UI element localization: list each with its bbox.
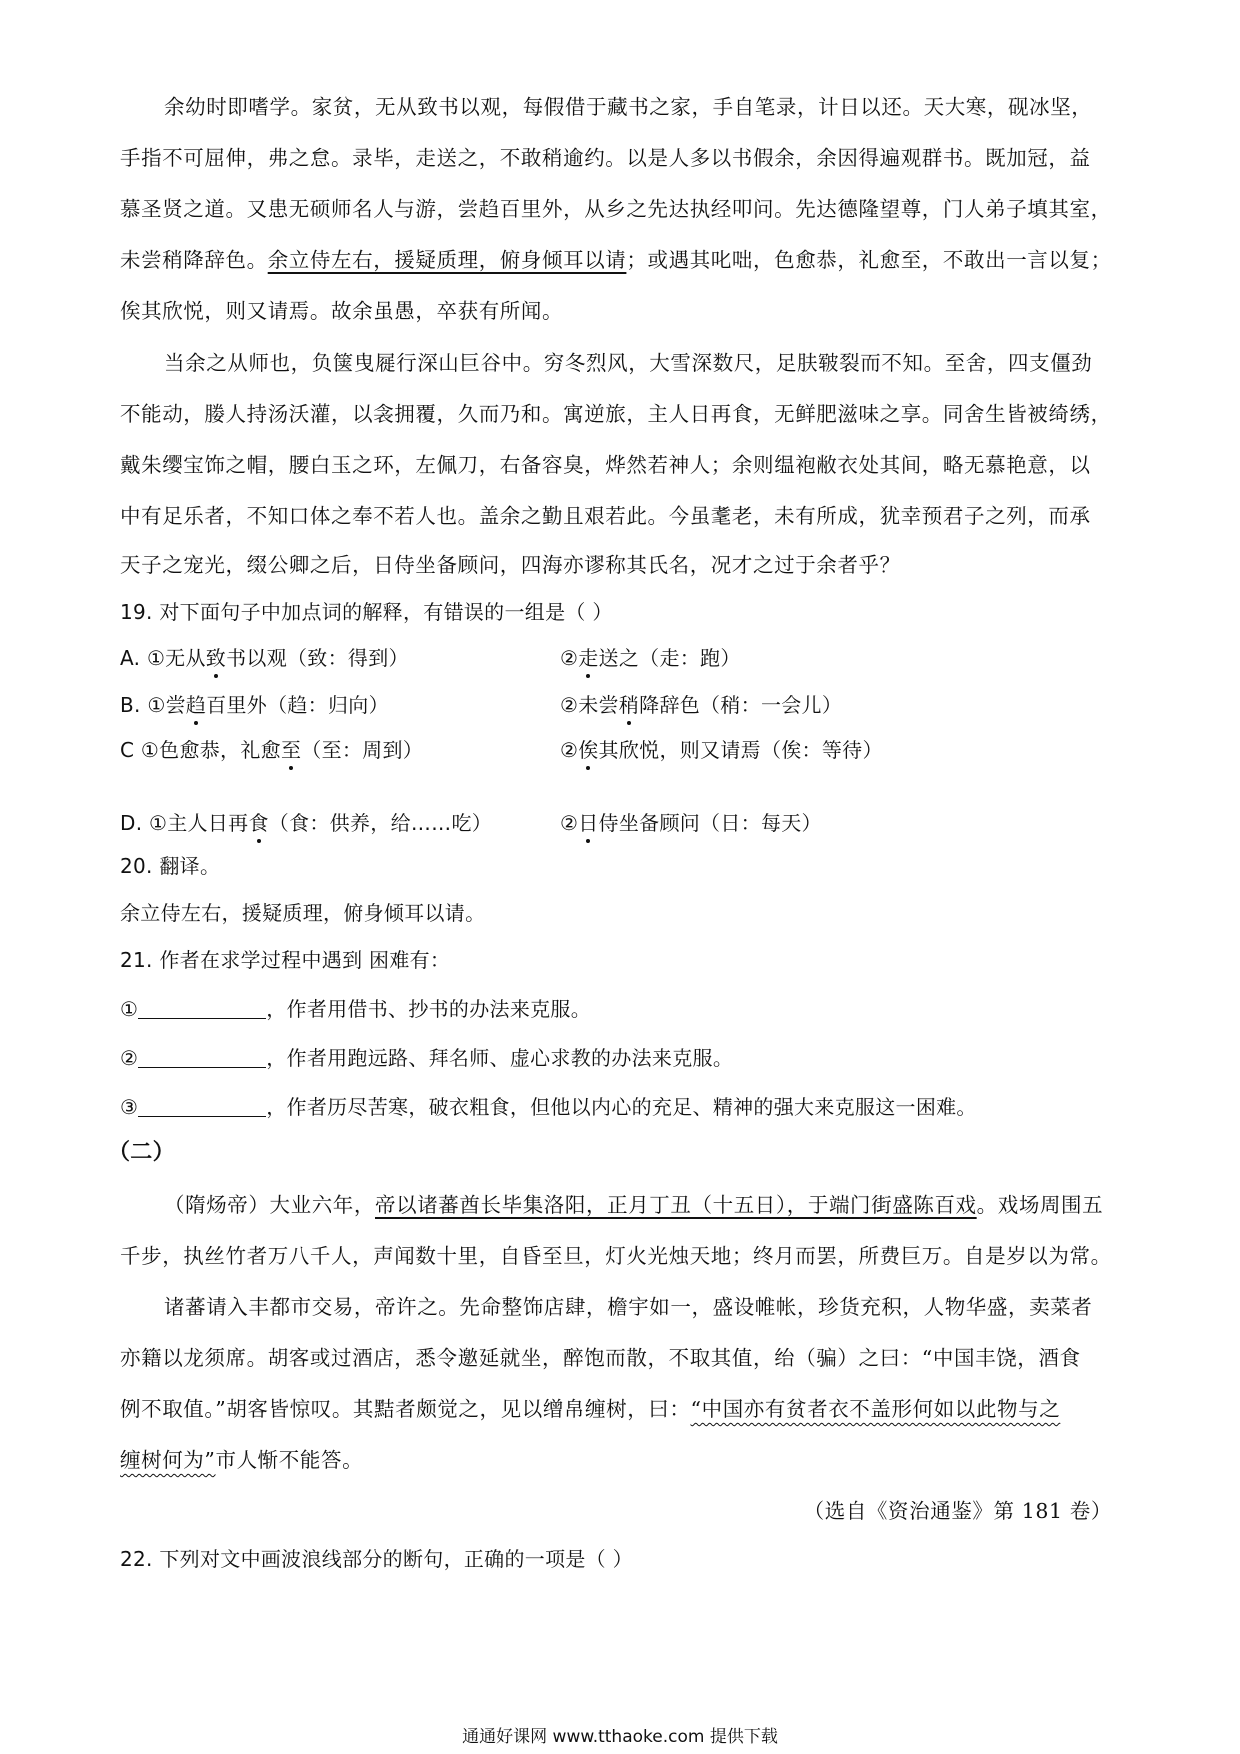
passage2-line	[164, 1190, 1184, 1220]
dotted-word: 俟	[578, 735, 598, 765]
answer-blank[interactable]	[138, 1045, 266, 1068]
passage2-text: 市人惭不能答。	[215, 1448, 364, 1472]
underlined-sentence: 余立侍左右，援疑质理，俯身倾耳以请	[267, 248, 627, 272]
dotted-word: 食	[248, 808, 268, 838]
dotted-word: 走	[578, 643, 598, 673]
passage1-line: 手指不可屈伸，弗之怠。录毕，走送之，不敢稍逾约。以是人多以书假余，余因得遍观群书。既加冠，益	[120, 146, 1091, 170]
answer-blank[interactable]	[138, 996, 266, 1019]
question-21-stem: 21. 作者在求学过程中遇到 困难有：	[120, 948, 451, 972]
passage1-line: 俟其欣悦，则又请焉。故余虽愚，卒获有所闻。	[120, 299, 564, 323]
option-text: 书以观（致：得到）	[226, 646, 409, 670]
passage2-line	[120, 1445, 1140, 1475]
option-text: 其欣悦，则又请焉（俟：等待）	[598, 738, 883, 762]
item-text: ，作者用跑远路、拜名师、虚心求教的办法来克服。	[266, 1046, 734, 1070]
dotted-word: 趋	[186, 690, 206, 720]
question-21-item	[120, 1092, 1140, 1122]
answer-blank[interactable]	[138, 1094, 266, 1117]
passage2-line: 亦籍以龙须席。胡客或过酒店，悉令邀延就坐，醉饱而散，不取其值，绐（骗）之曰：“中国丰饶，酒食	[120, 1346, 1081, 1370]
passage2-line: 诸蕃请入丰都市交易，帝许之。先命整饰店肆，檐宇如一，盛设帷帐，珍货充积，人物华盛，卖菜者	[164, 1295, 1093, 1319]
option-text: B. ①尝	[120, 693, 186, 717]
question-22-stem: 22. 下列对文中画波浪线部分的断句，正确的一项是（ ）	[120, 1547, 633, 1571]
option-text: 送之（走：跑）	[598, 646, 741, 670]
passage1-line: 不能动，媵人持汤沃灌，以衾拥覆，久而乃和。寓逆旅，主人日再食，无鲜肥滋味之享。同舍生皆被绮绣，	[120, 402, 1112, 426]
option-text: D. ①主人日再	[120, 811, 249, 835]
option-a[interactable]	[120, 643, 1140, 673]
passage1-line: 戴朱缨宝饰之帽，腰白玉之环，左佩刀，右备容臭，烨然若神人；余则缊袍敝衣处其间，略无慕艳意，以	[120, 453, 1091, 477]
option-text: （食：供养，给……吃）	[268, 811, 493, 835]
option-b[interactable]	[120, 690, 1140, 720]
passage1-line: 中有足乐者，不知口体之奉不若人也。盖余之勤且艰若此。今虽耄老，未有所成，犹幸预君子之列，而承	[120, 504, 1091, 528]
option-text: ②未尝	[560, 693, 619, 717]
question-19-stem: 19. 对下面句子中加点词的解释，有错误的一组是（ ）	[120, 600, 613, 624]
passage1-text: 未尝稍降辞色。	[120, 248, 268, 272]
item-number: ①	[120, 997, 139, 1021]
option-text: 百里外（趋：归向）	[206, 693, 389, 717]
option-text: ②	[560, 738, 579, 762]
option-text: （至：周到）	[301, 738, 424, 762]
question-20-sentence: 余立侍左右，援疑质理，俯身倾耳以请。	[120, 901, 486, 925]
option-text: ②	[560, 646, 579, 670]
item-text: ，作者历尽苦寒，破衣粗食，但他以内心的充足、精神的强大来克服这一困难。	[266, 1095, 977, 1119]
underlined-sentence: 帝以诸蕃酋长毕集洛阳，正月丁丑（十五日），于端门街盛陈百戏	[375, 1193, 977, 1217]
passage1-line: 余幼时即嗜学。家贫，无从致书以观，每假借于藏书之家，手自笔录，计日以还。天大寒，砚冰坚，	[164, 95, 1093, 119]
passage1-text: ；或遇其叱咄，色愈恭，礼愈至，不敢出一言以复；	[626, 248, 1112, 272]
dotted-word: 至	[281, 735, 301, 765]
dotted-word: 日	[578, 808, 598, 838]
question-20-stem: 20. 翻译。	[120, 854, 221, 878]
item-number: ③	[120, 1095, 139, 1119]
option-text: C ①色愈恭，礼愈	[120, 738, 281, 762]
option-c[interactable]	[120, 735, 1140, 765]
option-text: 侍坐备顾问（日：每天）	[598, 811, 822, 835]
page-footer: 通通好课网 www.tthaoke.com 提供下载	[462, 1727, 778, 1747]
passage2-text: 例不取值。”胡客皆惊叹。其黠者颇觉之，见以缯帛缠树，曰：	[120, 1397, 691, 1421]
dotted-word: 致	[206, 643, 226, 673]
passage1-line: 慕圣贤之道。又患无硕师名人与游，尝趋百里外，从乡之先达执经叩问。先达德隆望尊，门人弟子填其室，	[120, 197, 1112, 221]
passage2-line: 千步，执丝竹者万八千人，声闻数十里，自昏至旦，灯火光烛天地；终月而罢，所费巨万。自是岁以为常。	[120, 1244, 1112, 1268]
passage2-text: （隋炀帝）大业六年，	[164, 1193, 375, 1217]
section-heading: （二）	[108, 1140, 175, 1165]
option-d[interactable]	[120, 808, 1140, 838]
dotted-word: 稍	[619, 690, 639, 720]
item-text: ，作者用借书、抄书的办法来克服。	[266, 997, 592, 1021]
source-citation: （选自《资治通鉴》第 181 卷）	[803, 1499, 1112, 1523]
passage1-line: 天子之宠光，缀公卿之后，日侍坐备顾问，四海亦谬称其氏名，况才之过于余者乎？	[120, 553, 901, 577]
option-text: A. ①无从	[120, 646, 206, 670]
passage1-line	[120, 245, 1140, 275]
passage2-text: 。戏场周围五	[976, 1193, 1104, 1217]
question-21-item	[120, 1043, 1140, 1073]
passage1-line: 当余之从师也，负箧曳屣行深山巨谷中。穷冬烈风，大雪深数尺，足肤皲裂而不知。至舍，四支僵劲	[164, 351, 1093, 375]
item-number: ②	[120, 1046, 139, 1070]
wavy-underlined-text: “中国亦有贫者衣不盖形何如以此物与之	[690, 1397, 1061, 1421]
wavy-underlined-text: 缠树何为”	[120, 1448, 216, 1472]
option-text: ②	[560, 811, 579, 835]
option-text: 降辞色（稍：一会儿）	[639, 693, 843, 717]
passage2-line	[120, 1394, 1140, 1424]
question-21-item	[120, 994, 1140, 1024]
